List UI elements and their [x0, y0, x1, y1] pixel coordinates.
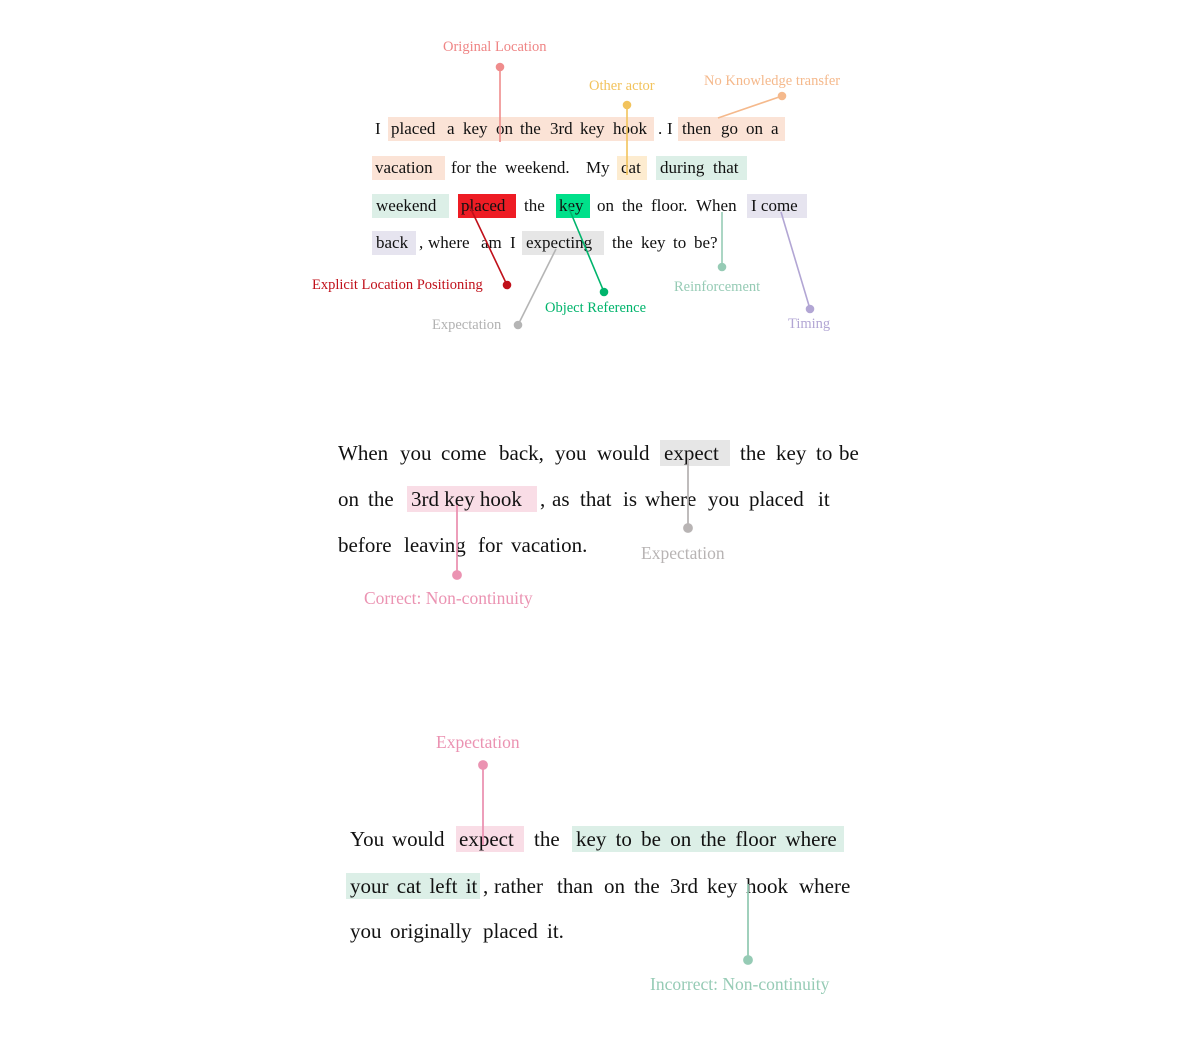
word: I — [375, 119, 381, 138]
word: to — [673, 233, 687, 252]
connector-reinforcement — [719, 212, 726, 271]
word: on — [496, 119, 513, 138]
word: 3rd key hook — [411, 487, 522, 511]
word: 3rd — [670, 874, 698, 898]
word: I come — [751, 196, 798, 215]
word: placed — [483, 919, 538, 943]
word: where — [799, 874, 851, 898]
word: the — [534, 827, 560, 851]
word: during — [660, 158, 705, 177]
label-expectation-2: Expectation — [641, 543, 725, 563]
word: vacation — [375, 158, 433, 177]
word: it — [818, 487, 830, 511]
word: come — [441, 441, 487, 465]
label-correct-non-continuity: Correct: Non-continuity — [364, 588, 533, 608]
connector-expectation-2 — [684, 458, 692, 532]
word: key — [776, 441, 807, 465]
word: key — [559, 196, 584, 215]
word: vacation. — [511, 533, 588, 557]
word: the — [740, 441, 766, 465]
connector-no-knowledge-transfer — [718, 93, 786, 119]
word: for — [451, 158, 471, 177]
word: floor. — [651, 196, 688, 215]
label-timing: Timing — [788, 316, 831, 332]
word: back — [376, 233, 409, 252]
word: . — [658, 119, 663, 138]
word: key — [707, 874, 738, 898]
word: , — [419, 233, 424, 252]
label-original-location: Original Location — [443, 39, 547, 55]
word: the — [622, 196, 643, 215]
word: 3rd — [550, 119, 573, 138]
word: expecting — [526, 233, 593, 252]
word: hook — [746, 874, 788, 898]
word: back, — [499, 441, 544, 465]
word: key — [580, 119, 605, 138]
word: placed — [749, 487, 804, 511]
word: where — [645, 487, 697, 511]
connector-expectation — [515, 249, 557, 329]
word: would — [597, 441, 650, 465]
word: placed — [391, 119, 436, 138]
connector-other-actor — [624, 102, 631, 176]
word: on — [338, 487, 359, 511]
word: you — [350, 919, 382, 943]
word: on — [746, 119, 763, 138]
word: originally — [390, 919, 472, 943]
word: I — [510, 233, 516, 252]
connector-explicit-location — [469, 205, 511, 289]
label-explicit-location-positioning: Explicit Location Positioning — [312, 277, 483, 293]
word: key — [463, 119, 488, 138]
word: it. — [547, 919, 564, 943]
connector-incorrect — [744, 884, 752, 964]
word: When — [338, 441, 389, 465]
word: be — [839, 441, 859, 465]
word: to — [816, 441, 833, 465]
label-incorrect-non-continuity: Incorrect: Non-continuity — [650, 974, 830, 994]
word: , — [483, 874, 489, 898]
word: , — [540, 487, 546, 511]
word: for — [478, 533, 503, 557]
label-reinforcement: Reinforcement — [674, 279, 761, 295]
word: the — [612, 233, 633, 252]
word: the — [520, 119, 541, 138]
label-other-actor: Other actor — [589, 78, 655, 94]
word: You — [350, 827, 385, 851]
word: expect — [664, 441, 719, 465]
word: key — [641, 233, 666, 252]
word: then — [682, 119, 712, 138]
word: your cat left it — [350, 874, 478, 898]
word: key to be on the floor where — [576, 827, 837, 851]
word: cat — [621, 158, 641, 177]
word: that — [713, 158, 739, 177]
word: When — [696, 196, 737, 215]
word: go — [721, 119, 738, 138]
word: is — [623, 487, 638, 511]
label-expectation: Expectation — [432, 317, 502, 333]
word: weekend. — [505, 158, 570, 177]
word: a — [447, 119, 455, 138]
word: am — [481, 233, 502, 252]
connector-original-location — [497, 64, 504, 143]
word: hook — [613, 119, 647, 138]
word: rather — [494, 874, 543, 898]
label-object-reference: Object Reference — [545, 300, 647, 316]
word: you — [555, 441, 587, 465]
word: that — [580, 487, 612, 511]
word: the — [476, 158, 497, 177]
word: be? — [694, 233, 718, 252]
connector-timing — [781, 212, 814, 313]
word: the — [524, 196, 545, 215]
label-expectation-3: Expectation — [436, 732, 520, 752]
word: would — [392, 827, 445, 851]
word: My — [586, 158, 610, 177]
connector-expectation-3 — [479, 761, 487, 845]
word: on — [604, 874, 625, 898]
word: placed — [461, 196, 506, 215]
word: leaving — [404, 533, 466, 557]
word: you — [400, 441, 432, 465]
label-no-knowledge-transfer: No Knowledge transfer — [704, 73, 841, 89]
connector-object-reference — [568, 206, 608, 296]
word: on — [597, 196, 614, 215]
word: than — [557, 874, 594, 898]
word: the — [368, 487, 394, 511]
word: expect — [459, 827, 514, 851]
connector-correct — [453, 505, 461, 579]
word: weekend — [376, 196, 437, 215]
word: before — [338, 533, 392, 557]
word: I — [667, 119, 673, 138]
word: a — [771, 119, 779, 138]
word: the — [634, 874, 660, 898]
word: where — [428, 233, 470, 252]
word: as — [552, 487, 570, 511]
word: you — [708, 487, 740, 511]
